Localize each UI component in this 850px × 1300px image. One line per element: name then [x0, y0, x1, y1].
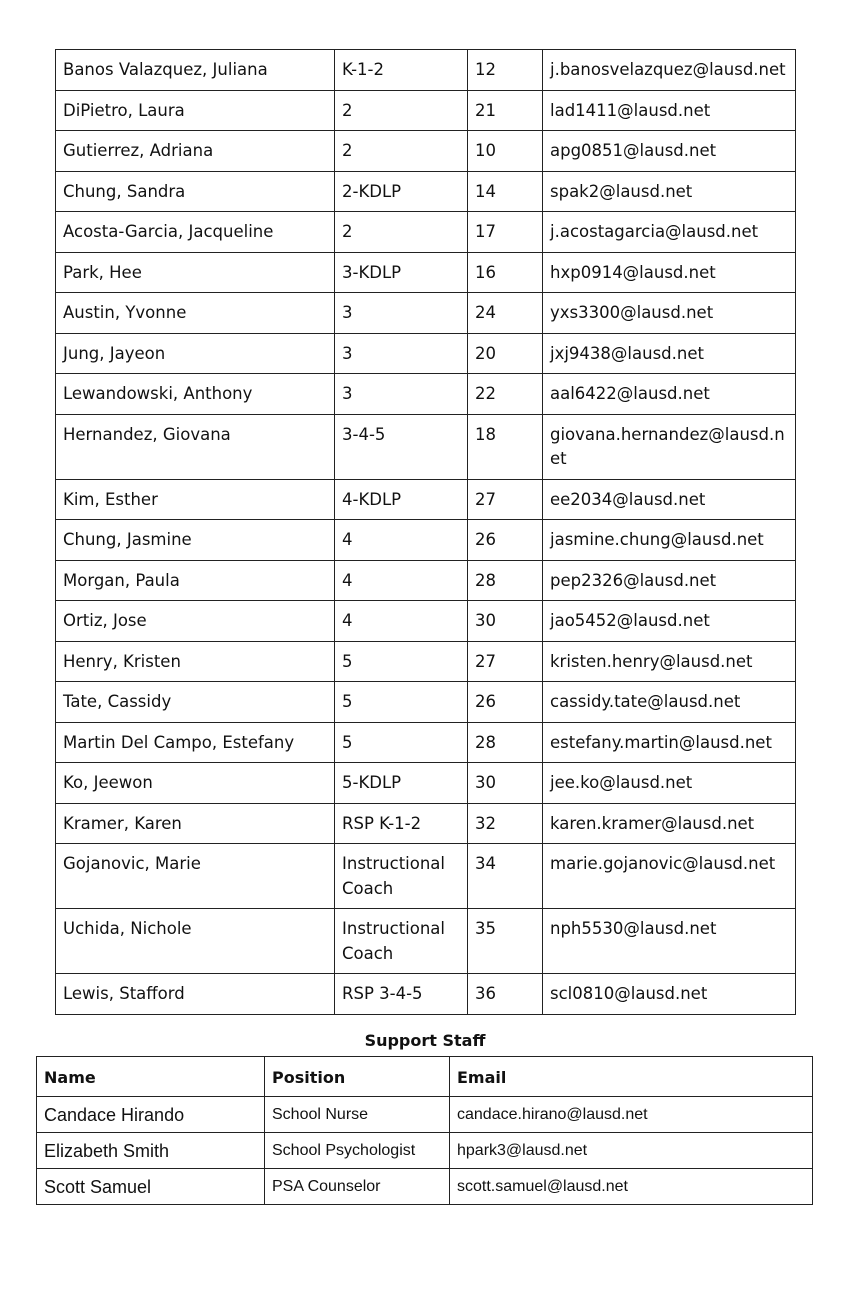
support-staff-table-body — [37, 1097, 813, 1205]
email-cell: scl0810@lausd.net — [543, 974, 796, 1015]
grade-cell: 3 — [335, 374, 468, 415]
teacher-name-cell: Banos Valazquez, Juliana — [56, 50, 335, 91]
table-row — [56, 90, 796, 131]
email-cell: pep2326@lausd.net — [543, 560, 796, 601]
table-row — [56, 722, 796, 763]
support-staff-title: Support Staff — [364, 1031, 486, 1050]
grade-cell: 5-KDLP — [335, 763, 468, 804]
email-cell: kristen.henry@lausd.net — [543, 641, 796, 682]
grade-cell: 3-KDLP — [335, 252, 468, 293]
room-cell: 27 — [468, 641, 543, 682]
teacher-name-cell: Kramer, Karen — [56, 803, 335, 844]
teacher-name-cell: DiPietro, Laura — [56, 90, 335, 131]
table-row — [56, 171, 796, 212]
support-position-cell: PSA Counselor — [265, 1169, 450, 1205]
room-cell: 26 — [468, 682, 543, 723]
grade-cell: 2 — [335, 90, 468, 131]
teacher-name-cell: Morgan, Paula — [56, 560, 335, 601]
teacher-name-cell: Tate, Cassidy — [56, 682, 335, 723]
grade-cell: 3 — [335, 293, 468, 334]
support-email-cell: scott.samuel@lausd.net — [450, 1169, 813, 1205]
teacher-table — [55, 49, 796, 1015]
room-cell: 32 — [468, 803, 543, 844]
table-row — [56, 479, 796, 520]
room-cell: 36 — [468, 974, 543, 1015]
email-cell: jxj9438@lausd.net — [543, 333, 796, 374]
teacher-name-cell: Chung, Jasmine — [56, 520, 335, 561]
teacher-name-cell: Jung, Jayeon — [56, 333, 335, 374]
teacher-name-cell: Ortiz, Jose — [56, 601, 335, 642]
room-cell: 12 — [468, 50, 543, 91]
table-row — [56, 520, 796, 561]
grade-cell: 2 — [335, 212, 468, 253]
email-cell: hxp0914@lausd.net — [543, 252, 796, 293]
grade-cell: 4 — [335, 520, 468, 561]
email-cell: apg0851@lausd.net — [543, 131, 796, 172]
table-row — [56, 212, 796, 253]
grade-cell: Instructional Coach — [335, 909, 468, 974]
teacher-name-cell: Gojanovic, Marie — [56, 844, 335, 909]
room-cell: 28 — [468, 560, 543, 601]
teacher-name-cell: Park, Hee — [56, 252, 335, 293]
email-cell: nph5530@lausd.net — [543, 909, 796, 974]
room-cell: 28 — [468, 722, 543, 763]
grade-cell: 5 — [335, 682, 468, 723]
teacher-name-cell: Chung, Sandra — [56, 171, 335, 212]
grade-cell: 4 — [335, 560, 468, 601]
teacher-name-cell: Kim, Esther — [56, 479, 335, 520]
room-cell: 18 — [468, 414, 543, 479]
support-name-cell: Scott Samuel — [37, 1169, 265, 1205]
room-cell: 10 — [468, 131, 543, 172]
grade-cell: 4 — [335, 601, 468, 642]
table-row — [56, 803, 796, 844]
support-name-cell: Elizabeth Smith — [37, 1133, 265, 1169]
grade-cell: 3 — [335, 333, 468, 374]
email-cell: marie.gojanovic@lausd.net — [543, 844, 796, 909]
table-row — [56, 374, 796, 415]
email-cell: yxs3300@lausd.net — [543, 293, 796, 334]
grade-cell: 5 — [335, 722, 468, 763]
grade-cell: RSP K-1-2 — [335, 803, 468, 844]
room-cell: 14 — [468, 171, 543, 212]
support-name-cell: Candace Hirando — [37, 1097, 265, 1133]
email-cell: cassidy.tate@lausd.net — [543, 682, 796, 723]
teacher-name-cell: Lewis, Stafford — [56, 974, 335, 1015]
grade-cell: 5 — [335, 641, 468, 682]
teacher-name-cell: Henry, Kristen — [56, 641, 335, 682]
email-cell: karen.kramer@lausd.net — [543, 803, 796, 844]
email-cell: spak2@lausd.net — [543, 171, 796, 212]
email-cell: estefany.martin@lausd.net — [543, 722, 796, 763]
teacher-name-cell: Acosta-Garcia, Jacqueline — [56, 212, 335, 253]
email-cell: giovana.hernandez@lausd.net — [543, 414, 796, 479]
room-cell: 22 — [468, 374, 543, 415]
room-cell: 16 — [468, 252, 543, 293]
table-row — [37, 1169, 813, 1205]
support-position-cell: School Nurse — [265, 1097, 450, 1133]
room-cell: 35 — [468, 909, 543, 974]
support-staff-header-row — [37, 1057, 813, 1097]
email-cell: aal6422@lausd.net — [543, 374, 796, 415]
support-email-cell: hpark3@lausd.net — [450, 1133, 813, 1169]
email-cell: jao5452@lausd.net — [543, 601, 796, 642]
email-cell: j.acostagarcia@lausd.net — [543, 212, 796, 253]
table-row — [56, 601, 796, 642]
grade-cell: 2 — [335, 131, 468, 172]
room-cell: 21 — [468, 90, 543, 131]
table-row — [56, 50, 796, 91]
room-cell: 24 — [468, 293, 543, 334]
teacher-name-cell: Gutierrez, Adriana — [56, 131, 335, 172]
room-cell: 30 — [468, 601, 543, 642]
grade-cell: 3-4-5 — [335, 414, 468, 479]
room-cell: 30 — [468, 763, 543, 804]
grade-cell: 2-KDLP — [335, 171, 468, 212]
column-header-position: Position — [265, 1057, 450, 1097]
email-cell: jee.ko@lausd.net — [543, 763, 796, 804]
table-row — [56, 641, 796, 682]
table-row — [56, 682, 796, 723]
column-header-email: Email — [450, 1057, 813, 1097]
column-header-name: Name — [37, 1057, 265, 1097]
support-position-cell: School Psychologist — [265, 1133, 450, 1169]
support-email-cell: candace.hirano@lausd.net — [450, 1097, 813, 1133]
grade-cell: 4-KDLP — [335, 479, 468, 520]
teacher-name-cell: Lewandowski, Anthony — [56, 374, 335, 415]
teacher-table-body — [56, 50, 796, 1015]
table-row — [37, 1097, 813, 1133]
table-row — [56, 560, 796, 601]
room-cell: 27 — [468, 479, 543, 520]
email-cell: ee2034@lausd.net — [543, 479, 796, 520]
teacher-name-cell: Hernandez, Giovana — [56, 414, 335, 479]
room-cell: 34 — [468, 844, 543, 909]
grade-cell: Instructional Coach — [335, 844, 468, 909]
grade-cell: K-1-2 — [335, 50, 468, 91]
table-row — [56, 763, 796, 804]
room-cell: 26 — [468, 520, 543, 561]
teacher-name-cell: Austin, Yvonne — [56, 293, 335, 334]
room-cell: 20 — [468, 333, 543, 374]
table-row — [56, 293, 796, 334]
grade-cell: RSP 3-4-5 — [335, 974, 468, 1015]
teacher-name-cell: Martin Del Campo, Estefany — [56, 722, 335, 763]
email-cell: lad1411@lausd.net — [543, 90, 796, 131]
table-row — [56, 333, 796, 374]
room-cell: 17 — [468, 212, 543, 253]
table-row — [56, 414, 796, 479]
table-row — [56, 131, 796, 172]
support-staff-table — [36, 1056, 813, 1205]
table-row — [56, 974, 796, 1015]
table-row — [56, 252, 796, 293]
table-row — [56, 909, 796, 974]
teacher-name-cell: Uchida, Nichole — [56, 909, 335, 974]
email-cell: jasmine.chung@lausd.net — [543, 520, 796, 561]
table-row — [56, 844, 796, 909]
table-row — [37, 1133, 813, 1169]
email-cell: j.banosvelazquez@lausd.net — [543, 50, 796, 91]
teacher-name-cell: Ko, Jeewon — [56, 763, 335, 804]
